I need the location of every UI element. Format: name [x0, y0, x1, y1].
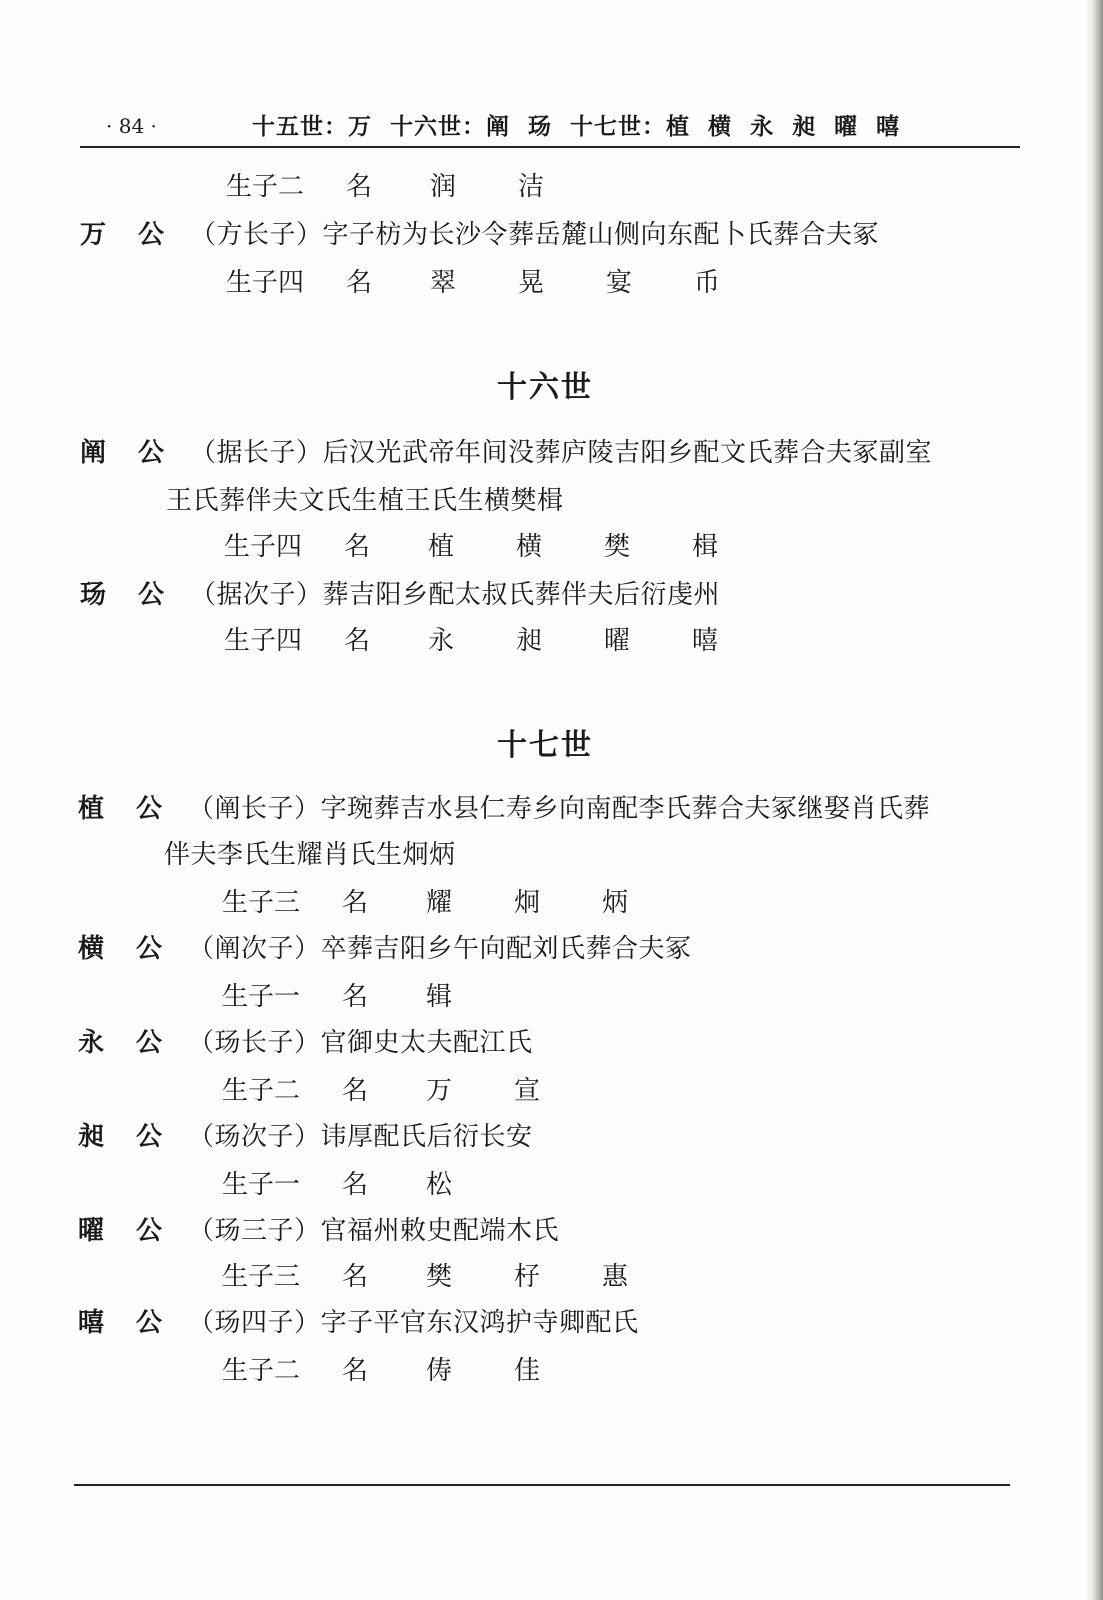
entry-name: 玚: [80, 580, 107, 610]
entry-gong: 公: [136, 794, 163, 824]
entry-gong: 公: [138, 220, 165, 250]
entry-gong: 公: [138, 438, 165, 468]
sons-label: 生子四: [226, 268, 305, 298]
sons-line-chang: [222, 1168, 514, 1202]
entry-gong: 公: [136, 1122, 163, 1152]
son-name: 昶: [516, 626, 543, 656]
running-title: 十五世：万 十六世：阐 玚 十七世：植 横 永 昶 曜 暿: [252, 113, 901, 140]
sons-line-heng: [222, 980, 514, 1014]
entry-name: 曜: [78, 1216, 105, 1246]
entry-gong: 公: [138, 580, 165, 610]
entry-gong: 公: [136, 1308, 163, 1338]
entry-name: 永: [78, 1028, 105, 1058]
sons-label: 生子三: [222, 888, 301, 918]
sons-line-chan: [224, 530, 780, 564]
son-name: 樊: [604, 532, 631, 562]
son-name: 翠: [430, 268, 457, 298]
son-name: 币: [694, 268, 721, 298]
generation-heading: 十七世: [497, 728, 593, 763]
ming-label: 名: [346, 268, 373, 298]
sons-label: 生子四: [224, 626, 303, 656]
sons-label: 生子二: [222, 1356, 301, 1386]
page-number: · 84 ·: [106, 114, 157, 138]
entry-name: 昶: [78, 1122, 105, 1152]
ming-label: 名: [342, 1076, 369, 1106]
entry-name: 阐: [80, 438, 107, 468]
entry-gong: 公: [136, 934, 163, 964]
sons-line-yao: [222, 1260, 690, 1294]
entry-description: （据长子）后汉光武帝年间没葬庐陵吉阳乡配文氏葬合夫冢副室: [190, 438, 933, 468]
ming-label: 名: [342, 1356, 369, 1386]
sons-line-yong: [222, 1074, 602, 1108]
sons-label: 生子二: [226, 172, 305, 202]
son-name: 楫: [692, 532, 719, 562]
son-name: 辑: [426, 982, 453, 1012]
footer-rule: [74, 1484, 1010, 1486]
entry-description: （据次子）葬吉阳乡配太叔氏葬伴夫后衍虔州: [190, 580, 721, 610]
ming-label: 名: [344, 626, 371, 656]
son-name: 润: [430, 172, 457, 202]
entry-name: 植: [78, 794, 105, 824]
entry-description: （玚次子）讳厚配氏后衍长安: [188, 1122, 533, 1152]
son-name: 耀: [426, 888, 453, 918]
entry-description-cont: 伴夫李氏生耀肖氏生炯炳: [164, 840, 456, 870]
sons-line-yang: [224, 624, 780, 658]
son-name: 永: [428, 626, 455, 656]
header-rule: [80, 146, 1020, 148]
entry-description: （阐长子）字琬葬吉水县仁寿乡向南配李氏葬合夫冢继娶肖氏葬: [188, 794, 931, 824]
son-name: 暿: [692, 626, 719, 656]
son-name: 炳: [602, 888, 629, 918]
entry-name: 横: [78, 934, 105, 964]
ming-label: 名: [346, 172, 373, 202]
son-name: 俦: [426, 1356, 453, 1386]
sons-label: 生子二: [222, 1076, 301, 1106]
sons-line-top: [226, 170, 606, 204]
page-header: [80, 108, 1020, 144]
entry-name: 万: [80, 220, 107, 250]
entry-description-cont: 王氏葬伴夫文氏生植王氏生横樊楫: [166, 486, 564, 516]
ming-label: 名: [342, 1262, 369, 1292]
son-name: 万: [426, 1076, 453, 1106]
entry-gong: 公: [136, 1216, 163, 1246]
entry-description: （方长子）字子枋为长沙令葬岳麓山侧向东配卜氏葬合夫冢: [190, 220, 880, 250]
son-name: 植: [428, 532, 455, 562]
son-name: 炯: [514, 888, 541, 918]
ming-label: 名: [342, 888, 369, 918]
entry-description: （玚长子）官御史太夫配江氏: [188, 1028, 533, 1058]
entry-description: （阐次子）卒葬吉阳乡午向配刘氏葬合夫冢: [188, 934, 692, 964]
entry-gong: 公: [136, 1028, 163, 1058]
son-name: 杍: [514, 1262, 541, 1292]
entry-description: （玚四子）字子平官东汉鸿护寺卿配氏: [188, 1308, 639, 1338]
son-name: 曜: [604, 626, 631, 656]
sons-label: 生子一: [222, 982, 301, 1012]
sons-line-wan: [226, 266, 782, 300]
son-name: 松: [426, 1170, 453, 1200]
son-name: 横: [516, 532, 543, 562]
sons-line-zhi: [222, 886, 690, 920]
ming-label: 名: [344, 532, 371, 562]
sons-label: 生子三: [222, 1262, 301, 1292]
entry-description: （玚三子）官福州敕史配端木氏: [188, 1216, 560, 1246]
ming-label: 名: [342, 1170, 369, 1200]
generation-heading: 十六世: [497, 370, 593, 405]
entry-name: 暿: [78, 1308, 105, 1338]
son-name: 佳: [514, 1356, 541, 1386]
ming-label: 名: [342, 982, 369, 1012]
sons-line-xi: [222, 1354, 602, 1388]
son-name: 惠: [602, 1262, 629, 1292]
sons-label: 生子一: [222, 1170, 301, 1200]
son-name: 樊: [426, 1262, 453, 1292]
son-name: 宴: [606, 268, 633, 298]
son-name: 晃: [518, 268, 545, 298]
son-name: 宣: [514, 1076, 541, 1106]
sons-label: 生子四: [224, 532, 303, 562]
son-name: 洁: [518, 172, 545, 202]
page-edge-shadow: [1085, 0, 1103, 1600]
